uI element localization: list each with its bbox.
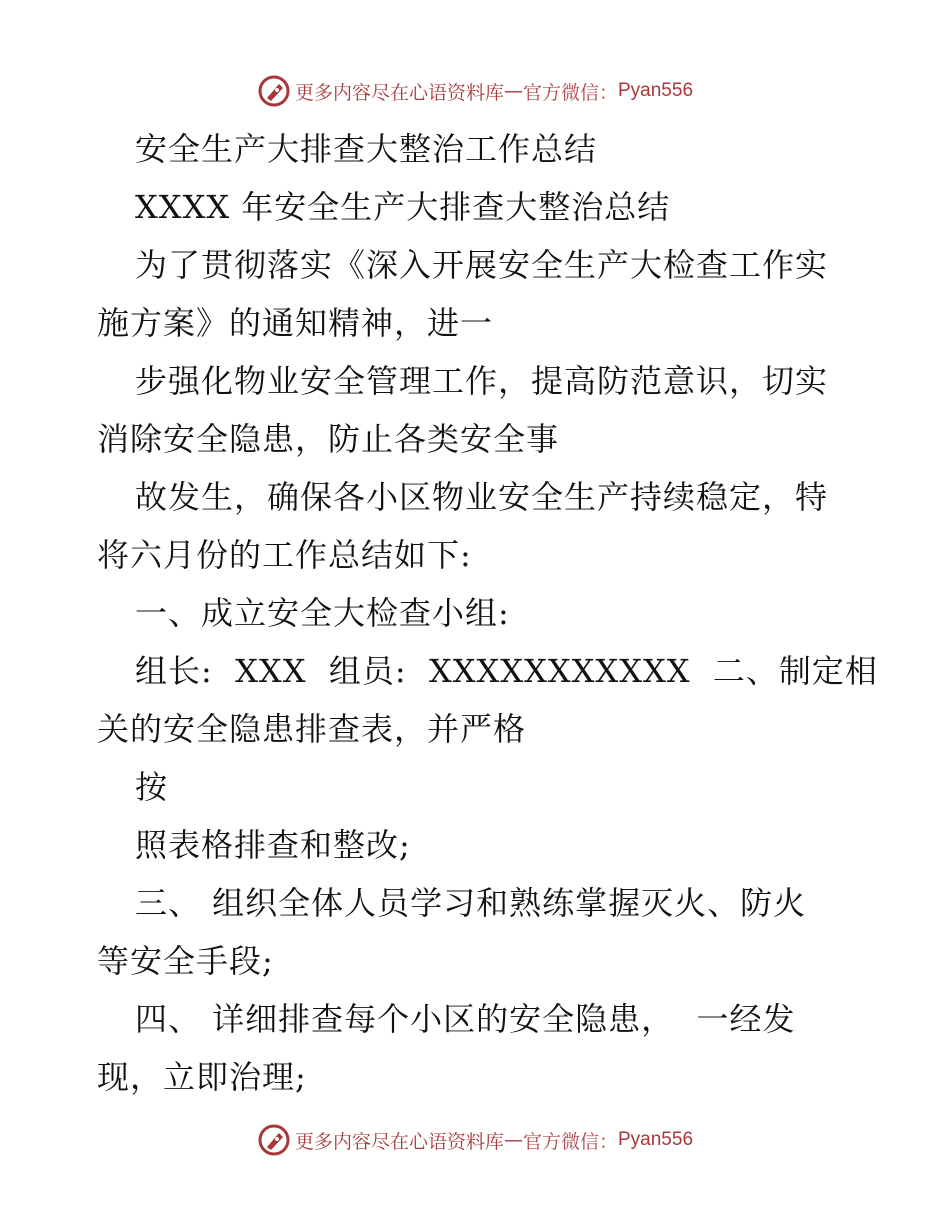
paragraph-line: 照表格排查和整改; bbox=[135, 826, 411, 864]
paragraph-line: 等安全手段; bbox=[97, 942, 274, 980]
section-heading: 一、成立安全大检查小组: bbox=[135, 594, 510, 632]
watermark-banner-top bbox=[0, 71, 950, 111]
paragraph-line: 故发生，确保各小区物业安全生产持续稳定，特 bbox=[135, 478, 829, 516]
watermark-dash: — bbox=[503, 1129, 523, 1151]
watermark-dash: — bbox=[503, 80, 523, 102]
pen-nib-circle-icon bbox=[257, 74, 291, 108]
paragraph-line: 步强化物业安全管理工作，提高防范意识，切实 bbox=[135, 362, 829, 400]
document-subtitle: XXXX 年安全生产大排查大整治总结 bbox=[135, 188, 671, 226]
paragraph-line: 按 bbox=[135, 768, 169, 806]
paragraph-line: 组长: XXX 组员: XXXXXXXXXXX 二、制定相 bbox=[135, 652, 878, 690]
paragraph-line: 为了贯彻落实《深入开展安全生产大检查工作实 bbox=[135, 246, 829, 284]
watermark-wechat-id: Pyan556 bbox=[618, 80, 694, 101]
watermark-site-text: 更多内容尽在心语资料库 bbox=[294, 81, 504, 104]
paragraph-line: 四、 详细排查每个小区的安全隐患， 一经发 bbox=[135, 1000, 796, 1038]
paragraph-line: 三、 组织全体人员学习和熟练掌握灭火、防火 bbox=[135, 884, 807, 922]
paragraph-line: 施方案》的通知精神，进一 bbox=[97, 304, 494, 342]
paragraph-line: 消除安全隐患，防止各类安全事 bbox=[97, 420, 560, 458]
watermark-wechat-label: 官方微信： bbox=[522, 81, 618, 104]
pen-nib-circle-icon bbox=[257, 1123, 291, 1157]
document-body bbox=[97, 120, 878, 1106]
document-title: 安全生产大排查大整治工作总结 bbox=[135, 130, 598, 168]
watermark-banner-bottom bbox=[0, 1120, 950, 1160]
paragraph-line: 关的安全隐患排查表，并严格 bbox=[97, 710, 527, 748]
watermark-wechat-label: 官方微信： bbox=[522, 1130, 618, 1153]
paragraph-line: 现，立即治理; bbox=[97, 1058, 307, 1096]
watermark-wechat-id: Pyan556 bbox=[618, 1129, 694, 1150]
paragraph-line: 将六月份的工作总结如下: bbox=[97, 536, 472, 574]
watermark-site-text: 更多内容尽在心语资料库 bbox=[294, 1130, 504, 1153]
